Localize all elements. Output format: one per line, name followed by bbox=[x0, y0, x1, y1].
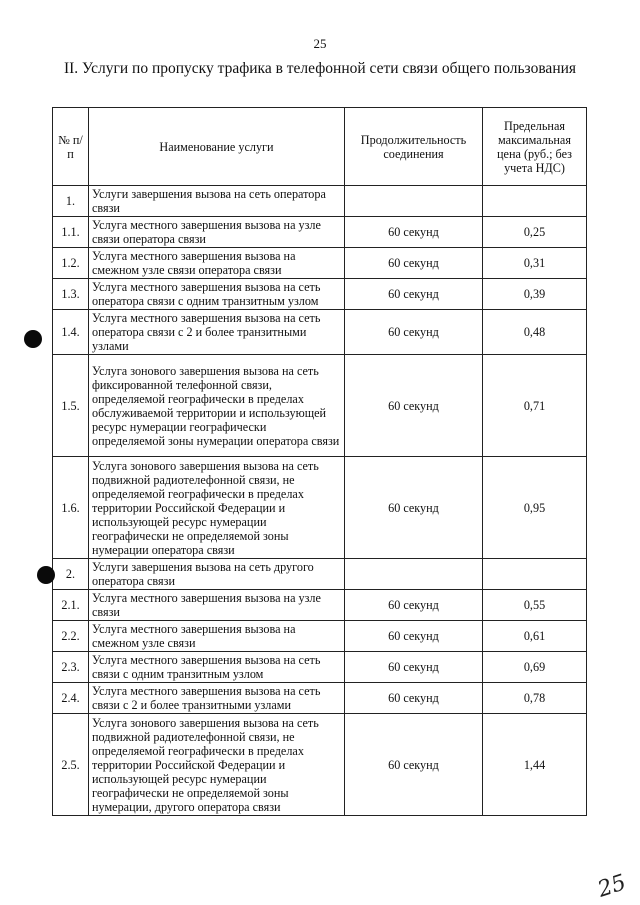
row-price: 0,69 bbox=[483, 652, 587, 683]
table-header-row bbox=[53, 108, 587, 186]
table-row bbox=[53, 217, 587, 248]
row-duration: 60 секунд bbox=[345, 621, 483, 652]
row-duration: 60 секунд bbox=[345, 683, 483, 714]
row-name: Услуга местного завершения вызова на сеть связи с 2 и более транзитными узлами bbox=[89, 683, 345, 714]
row-num: 2. bbox=[53, 559, 89, 590]
row-num: 1.6. bbox=[53, 457, 89, 559]
row-name: Услуга местного завершения вызова на сеть оператора связи с одним транзитным узлом bbox=[89, 279, 345, 310]
header-name: Наименование услуги bbox=[89, 108, 345, 186]
tariff-table bbox=[52, 107, 587, 816]
row-duration: 60 секунд bbox=[345, 714, 483, 816]
row-duration: 60 секунд bbox=[345, 457, 483, 559]
row-price: 1,44 bbox=[483, 714, 587, 816]
row-price: 0,48 bbox=[483, 310, 587, 355]
row-price: 0,31 bbox=[483, 248, 587, 279]
table-row bbox=[53, 590, 587, 621]
row-duration: 60 секунд bbox=[345, 652, 483, 683]
table-row bbox=[53, 186, 587, 217]
table-row bbox=[53, 310, 587, 355]
table-row bbox=[53, 457, 587, 559]
row-num: 1.3. bbox=[53, 279, 89, 310]
row-price: 0,78 bbox=[483, 683, 587, 714]
row-name: Услуга местного завершения вызова на сеть оператора связи с 2 и более транзитными узлами bbox=[89, 310, 345, 355]
row-num: 2.4. bbox=[53, 683, 89, 714]
punch-hole bbox=[24, 330, 42, 348]
row-duration bbox=[345, 186, 483, 217]
row-duration: 60 секунд bbox=[345, 310, 483, 355]
row-price: 0,39 bbox=[483, 279, 587, 310]
page-number: 25 bbox=[313, 36, 327, 51]
row-duration: 60 секунд bbox=[345, 248, 483, 279]
row-price bbox=[483, 186, 587, 217]
row-price: 0,55 bbox=[483, 590, 587, 621]
table-row bbox=[53, 355, 587, 457]
row-duration: 60 секунд bbox=[345, 590, 483, 621]
row-name: Услуга местного завершения вызова на смежном узле связи оператора связи bbox=[89, 248, 345, 279]
table-row bbox=[53, 279, 587, 310]
row-name: Услуга местного завершения вызова на сеть связи с одним транзитным узлом bbox=[89, 652, 345, 683]
row-price: 0,25 bbox=[483, 217, 587, 248]
row-duration: 60 секунд bbox=[345, 279, 483, 310]
row-num: 2.2. bbox=[53, 621, 89, 652]
row-num: 2.5. bbox=[53, 714, 89, 816]
punch-hole bbox=[37, 566, 55, 584]
row-name: Услуга зонового завершения вызова на сеть подвижной радиотелефонной связи, не определяемой географически в пределах территории Российской Федерации и использующей ресурс нумерации географически не определяемой зоны нумерации оператора связи bbox=[89, 457, 345, 559]
row-price: 0,61 bbox=[483, 621, 587, 652]
row-name: Услуга зонового завершения вызова на сеть подвижной радиотелефонной связи, не определяемой географически в пределах территории Российской Федерации и использующей ресурс нумерации географически не определяемой зоны нумерации, другого оператора связи bbox=[89, 714, 345, 816]
row-name: Услуга местного завершения вызова на узле связи оператора связи bbox=[89, 217, 345, 248]
table-row bbox=[53, 559, 587, 590]
row-num: 1.2. bbox=[53, 248, 89, 279]
row-num: 2.1. bbox=[53, 590, 89, 621]
row-num: 1. bbox=[53, 186, 89, 217]
table-row bbox=[53, 714, 587, 816]
row-duration bbox=[345, 559, 483, 590]
header-num: № п/п bbox=[53, 108, 89, 186]
table-row bbox=[53, 652, 587, 683]
row-num: 1.4. bbox=[53, 310, 89, 355]
handwritten-page-number: 25 bbox=[594, 870, 630, 903]
row-num: 1.5. bbox=[53, 355, 89, 457]
row-name: Услуга местного завершения вызова на смежном узле связи bbox=[89, 621, 345, 652]
row-name: Услуга местного завершения вызова на узле связи bbox=[89, 590, 345, 621]
row-name: Услуги завершения вызова на сеть оператора связи bbox=[89, 186, 345, 217]
row-num: 2.3. bbox=[53, 652, 89, 683]
row-price: 0,95 bbox=[483, 457, 587, 559]
table-row bbox=[53, 621, 587, 652]
row-num: 1.1. bbox=[53, 217, 89, 248]
row-duration: 60 секунд bbox=[345, 217, 483, 248]
row-name: Услуга зонового завершения вызова на сеть фиксированной телефонной связи, определяемой географически в пределах обслуживаемой территории и использующей ресурс нумерации географически определяемой зоны нумерации оператора связи bbox=[89, 355, 345, 457]
row-name: Услуги завершения вызова на сеть другого оператора связи bbox=[89, 559, 345, 590]
table-row bbox=[53, 683, 587, 714]
section-title: II. Услуги по пропуску трафика в телефонной сети связи общего пользования bbox=[63, 60, 577, 77]
row-price: 0,71 bbox=[483, 355, 587, 457]
table-row bbox=[53, 248, 587, 279]
row-price bbox=[483, 559, 587, 590]
row-duration: 60 секунд bbox=[345, 355, 483, 457]
table-body bbox=[53, 186, 587, 816]
header-price: Предельная максимальная цена (руб.; без учета НДС) bbox=[483, 108, 587, 186]
header-duration: Продолжительность соединения bbox=[345, 108, 483, 186]
